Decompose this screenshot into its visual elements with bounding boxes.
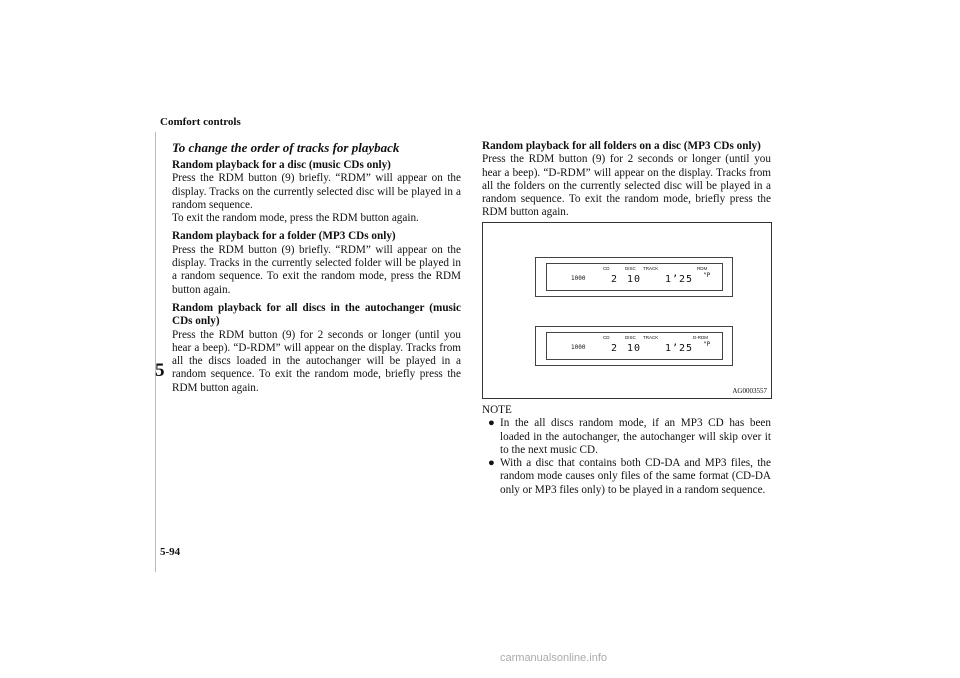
elapsed-time: 1’25 [665, 274, 694, 285]
figure-code: AG0003557 [732, 387, 767, 395]
display-suffix: "P [703, 272, 711, 279]
section-all-discs [172, 302, 461, 395]
heading-disc: Random playback for a disc (music CDs only) [172, 159, 391, 171]
body-disc: Press the RDM button (9) briefly. “RDM” will appear on the display. Tracks on the currently selected disc will be played in a random sequence. [172, 172, 461, 211]
display-left-value: 1000 [571, 344, 586, 351]
display-figure [482, 222, 772, 399]
note-block [482, 404, 771, 497]
heading-all-folders: Random playback for all folders on a disc (MP3 CDs only) [482, 140, 761, 152]
disc-number: 2 [611, 274, 619, 285]
note-bullet [482, 417, 771, 457]
track-number: 10 [627, 274, 642, 285]
body-folder: Press the RDM button (9) briefly. “RDM” will appear on the display. Tracks in the currently selected folder will be played in a random sequence. To exit the random mode, press the RDM button again. [172, 243, 461, 296]
section-all-folders [482, 140, 771, 220]
note-bullet [482, 457, 771, 497]
label-cd: CD [603, 335, 610, 340]
label-disc: DISC [625, 335, 636, 340]
label-rdm: RDM [697, 266, 708, 271]
note-bullet-text: In the all discs random mode, if an MP3 CD has been loaded in the autochanger, the autochanger will skip over it to the next music CD. [500, 417, 771, 456]
elapsed-time: 1’25 [665, 343, 694, 354]
heading-all-discs: Random playback for all discs in the autochanger (music CDs only) [172, 301, 461, 328]
left-column [172, 140, 461, 400]
watermark: carmanualsonline.info [500, 652, 608, 664]
note-title: NOTE [482, 404, 512, 416]
section-folder [172, 230, 461, 296]
display-rdm [535, 257, 733, 297]
display-panel [546, 332, 723, 360]
label-track: TRACK [643, 335, 659, 340]
label-disc: DISC [625, 266, 636, 271]
display-panel [546, 263, 723, 291]
chapter-bar [155, 132, 156, 572]
note-bullet-text: With a disc that contains both CD-DA and MP3 files, the random mode causes only files of the same format (CD-DA only or MP3 files only) to be played in a random sequence. [500, 457, 771, 496]
section-disc [172, 159, 461, 225]
bullet-icon: ● [488, 457, 495, 470]
body-all-discs: Press the RDM button (9) for 2 seconds or longer (until you hear a beep). “D-RDM” will appear on the display. Tracks from all the discs loaded in the autochanger will be played in a random sequence. To exit the random mode, briefly press the RDM button again. [172, 328, 461, 394]
body-disc-exit: To exit the random mode, press the RDM button again. [172, 212, 419, 225]
body-all-folders: Press the RDM button (9) for 2 seconds or longer (until you hear a beep). “D-RDM” will appear on the display. Tracks from all the folders on the currently selected disc will be played in a random sequence. To exit the random mode, briefly press the RDM button again. [482, 153, 771, 219]
chapter-number: 5 [155, 360, 165, 381]
label-track: TRACK [643, 266, 659, 271]
running-header: Comfort controls [160, 116, 241, 128]
section-title: To change the order of tracks for playback [172, 140, 400, 155]
right-column-top [482, 140, 771, 225]
track-number: 10 [627, 343, 642, 354]
bullet-icon: ● [488, 417, 495, 430]
display-left-value: 1000 [571, 275, 586, 282]
display-d-rdm [535, 326, 733, 366]
display-suffix: "P [703, 341, 711, 348]
heading-folder: Random playback for a folder (MP3 CDs only) [172, 230, 396, 243]
label-cd: CD [603, 266, 610, 271]
disc-number: 2 [611, 343, 619, 354]
label-d-rdm: D-RDM [693, 335, 708, 340]
page-number: 5-94 [160, 546, 181, 558]
